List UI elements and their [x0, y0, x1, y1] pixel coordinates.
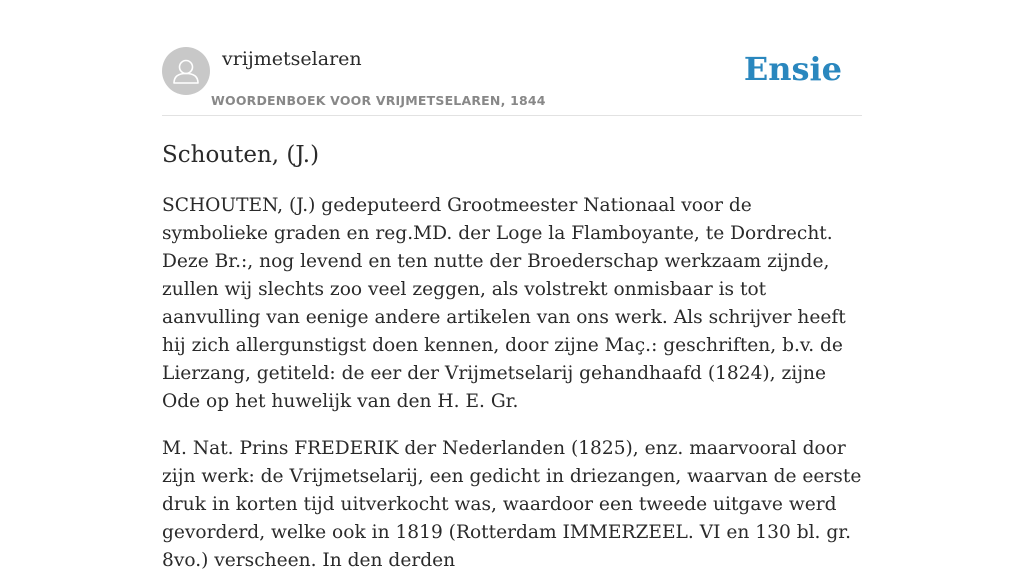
source-label[interactable]: WOORDENBOEK VOOR VRIJMETSELAREN, 1844 [211, 93, 546, 108]
author-name[interactable]: vrijmetselaren [222, 48, 362, 70]
article-title: Schouten, (J.) [162, 142, 320, 168]
article-content [162, 139, 862, 575]
header-divider [162, 115, 862, 116]
article-paragraph: M. Nat. Prins FREDERIK der Nederlanden (1825), enz. maarvooral door zijn werk: de Vrijmetselarij, een gedicht in driezangen, waarvan de eerste druk in korten tijd uitverkocht was, waardoor een tweede uitgave werd gevorderd, welke ook in 1819 (Rotterdam IMMERZEEL. VI en 130 bl. gr. 8vo.) verscheen. In den derden [162, 438, 862, 571]
article-header [162, 47, 862, 115]
brand-logo[interactable]: Ensie [743, 50, 842, 88]
author-avatar[interactable] [162, 47, 210, 95]
user-icon [162, 47, 210, 95]
article-paragraph: SCHOUTEN, (J.) gedeputeerd Grootmeester Nationaal voor de symbolieke graden en reg.MD. der Loge la Flamboyante, te Dordrecht. Deze Br.:, nog levend en ten nutte der Broederschap werkzaam zijnde, zullen wij slechts zoo veel zeggen, als volstrekt onmisbaar is tot aanvulling van eenige andere artikelen van ons werk. Als schrijver heeft hij zich allergunstigst doen kennen, door zijne Maç.: geschriften, b.v. de Lierzang, getiteld: de eer der Vrijmetselarij gehandhaafd (1824), zijne Ode op het huwelijk van den H. E. Gr. [162, 195, 846, 412]
